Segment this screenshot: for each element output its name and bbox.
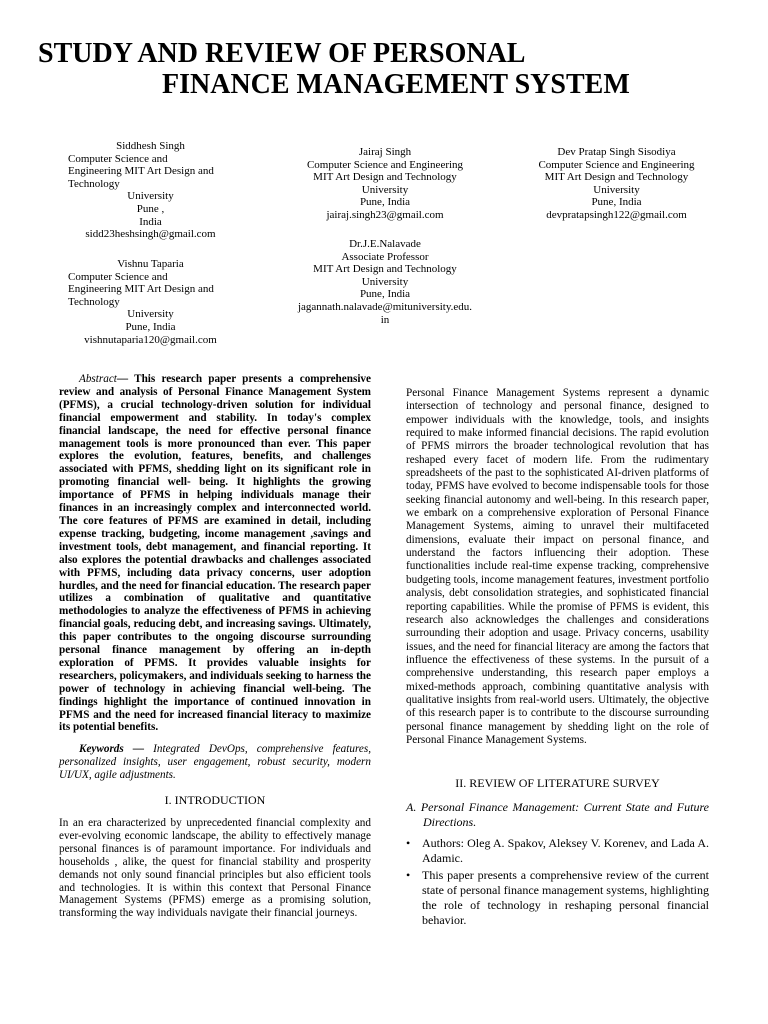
author-block-dev: [520, 146, 713, 222]
subsection-heading: A. Personal Finance Management: Current State and Future Directions.: [406, 800, 709, 830]
abstract-text: This research paper presents a comprehensive review and analysis of Personal Finance Management System (PFMS), a crucial technology-driven solution for individual financial empowerment and stability. In today's complex financial landscape, the need for effective personal finance management tools is more pronounced than ever. This paper explores the evolution, features, benefits, and challenges associated with PFMS, shedding light on its significant role in promoting financial well- being. It highlights the growing importance of PFMS in helping individuals manage their finances in an increasingly complex and interconnected world. The core features of PFMS are examined in detail, including expense tracking, budgeting, income management ,savings and investment tools, debt management, and financial reporting. It also explores the potential drawbacks and challenges associated with PFMS, including data privacy concerns, user adoption hurdles, and the need for financial education. The research paper utilizes a combination of qualitative and quantitative methodologies to analyze the effectiveness of PFMS in achieving financial goals, reducing debt, and increasing savings. Ultimately, this paper contributes to the ongoing discourse surrounding personal finance management by offering an in-depth exploration of PFMS. It provides valuable insights for researchers, policymakers, and individuals seeking to harness the power of technology in achieving financial well-being. The findings highlight the importance of continued innovation in PFMS and the need for increased financial literacy to maximize its potential benefits.: [59, 373, 371, 734]
literature-bullets: [406, 836, 709, 928]
author-affiliation: Engineering MIT Art Design and: [68, 165, 214, 178]
author-country: India: [139, 215, 162, 228]
author-city: Pune, India: [591, 196, 642, 209]
section-heading-introduction: I. INTRODUCTION: [164, 793, 266, 808]
author-dept: Computer Science and Engineering: [538, 158, 695, 171]
author-dept: Computer Science and Engineering: [306, 158, 464, 171]
paper-title-line-1: STUDY AND REVIEW OF PERSONAL: [38, 38, 526, 69]
author-name: Vishnu Taparia: [117, 258, 184, 270]
abstract-label: Abstract: [79, 373, 117, 385]
keywords-label: Keywords —: [79, 743, 145, 756]
paper-title-line-2: FINANCE MANAGEMENT SYSTEM: [162, 69, 630, 100]
author-affiliation: Technology: [68, 177, 120, 190]
author-city: Pune, India: [359, 288, 411, 301]
author-university: University: [127, 190, 174, 203]
author-block-jairaj: [285, 146, 485, 222]
author-org: MIT Art Design and Technology: [313, 171, 457, 184]
introduction-paragraph: In an era characterized by unprecedented financial complexity and ever-evolving economic landscape, the ability to effectively manage personal finances is of paramount importance. For individuals and households , alike, the quest for financial stability and prosperity demands not only sound financial principles but also efficient tools and technologies. It is within this context that Personal Finance Management Systems (PFMS) emerge as a promising solution, transforming the way individuals navigate their financial journeys.: [59, 817, 371, 920]
author-block-vishnu: [68, 258, 233, 346]
introduction-continued-paragraph: Personal Finance Management Systems represent a dynamic intersection of technology and personal finance, designed to empower individuals with the knowledge, tools, and insights required to make informed financial decisions. The rapid evolution of PFMS mirrors the broader technological revolution that has reshaped every facet of modern life. From the rudimentary spreadsheets of the past to the sophisticated AI-driven platforms of today, PFMS have evolved to become indispensable tools for those seeking financial autonomy and well-being. In this research paper, we embark on a comprehensive exploration of Personal Finance Management Systems, aiming to unravel their multifaceted dimensions, evaluate their impact on personal finance, and understand the factors influencing their adoption. These functionalities include real-time expense tracking, comprehensive budgeting tools, income management features, investment portfolio analysis, debt consolidation strategies, and sophisticated financial reporting capabilities. While the promise of PFMS is evident, this research also acknowledges the challenges and considerations surrounding their adoption and usage. Privacy concerns, usability issues, and the need for financial literacy are among the factors that influence the effectiveness of these systems. In the pursuit of a comprehensive understanding, this research paper employs a mixed-methods approach, combining quantitative analysis with qualitative insights from real-world users. Ultimately, the objective of this research paper is to contribute to the discourse surrounding personal finance management by shedding light on the role of Personal Finance Management Systems.: [406, 387, 709, 746]
author-affiliation: Computer Science and: [68, 270, 168, 283]
author-city: Pune, India: [125, 320, 176, 333]
author-org: MIT Art Design and Technology: [544, 171, 689, 184]
author-email: jairaj.singh23@gmail.com: [326, 208, 444, 221]
author-name: Dev Pratap Singh Sisodiya: [557, 146, 676, 158]
author-university: University: [361, 275, 409, 288]
abstract-dash: —: [116, 373, 135, 385]
author-email: sidd23heshsingh@gmail.com: [85, 228, 216, 241]
bullet-text: This paper presents a comprehensive review of the current state of personal finance management systems, highlighting the role of technology in reshaping personal financial behavior.: [422, 868, 709, 928]
author-name: Jairaj Singh: [358, 146, 412, 158]
bullet-item: [406, 836, 709, 866]
author-city: Pune ,: [136, 202, 165, 215]
author-affiliation: Technology: [68, 295, 120, 308]
author-email: devpratapsingh122@gmail.com: [546, 208, 687, 221]
section-heading-literature-survey: II. REVIEW OF LITERATURE SURVEY: [455, 776, 660, 791]
author-org: MIT Art Design and Technology: [313, 263, 457, 276]
bullet-dot: •: [406, 868, 411, 883]
author-city: Pune, India: [359, 196, 411, 209]
left-column: [59, 373, 371, 920]
bullet-dot: •: [406, 836, 411, 851]
author-name: Dr.J.E.Nalavade: [349, 238, 421, 250]
author-name: Siddhesh Singh: [116, 140, 185, 152]
author-block-siddhesh: [68, 140, 233, 241]
bullet-item: [406, 868, 709, 928]
author-affiliation: Engineering MIT Art Design and: [68, 283, 214, 296]
author-email: jagannath.nalavade@mituniversity.edu.: [297, 300, 473, 313]
author-university: University: [361, 183, 409, 196]
author-university: University: [593, 183, 640, 196]
author-role: Associate Professor: [341, 250, 429, 263]
keywords: [59, 743, 371, 782]
bullet-text: Authors: Oleg A. Spakov, Aleksey V. Korenev, and Lada A. Adamic.: [422, 836, 709, 866]
keywords-text: Integrated DevOps, comprehensive features, personalized insights, user engagement, robust security, modern UI/UX, agile adjustments.: [59, 743, 372, 782]
author-university: University: [127, 308, 174, 321]
author-email: vishnutaparia120@gmail.com: [84, 333, 217, 346]
author-block-nalavade: [285, 238, 485, 326]
abstract: [59, 373, 371, 734]
author-email-cont: in: [380, 313, 390, 326]
author-affiliation: Computer Science and: [68, 152, 168, 165]
right-column: [406, 387, 709, 930]
